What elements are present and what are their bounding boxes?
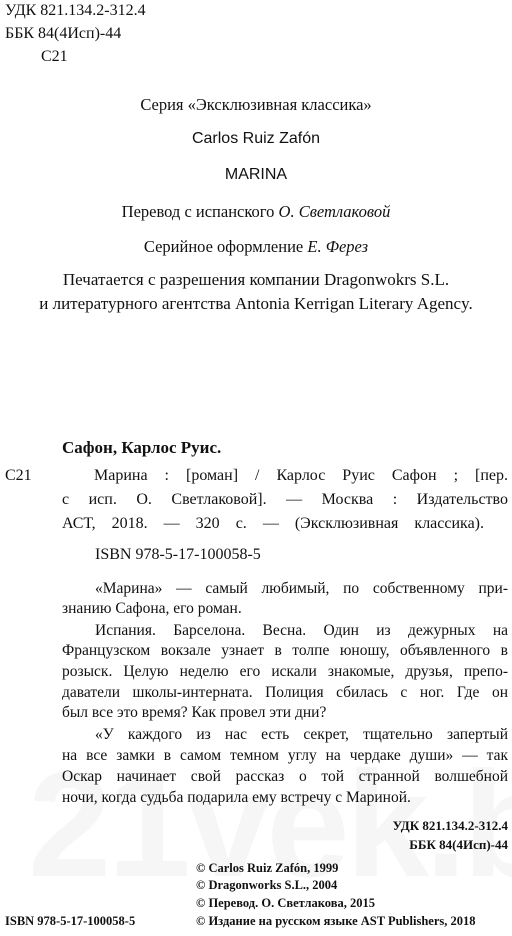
annotation-p3-line-2: на все замки в самом темном углу на чердаке души» — так	[62, 747, 508, 764]
annotation-p3-line-1: «У каждого из нас есть секрет, тщательно запертый	[95, 726, 508, 743]
annotation-p2-line-5: был все это время? Как провел эти дни?	[62, 704, 327, 721]
footer-udk: УДК 821.134.2-312.4	[392, 818, 508, 833]
catalog-isbn: ISBN 978-5-17-100058-5	[95, 546, 261, 563]
annotation-p2-line-4: даватели школы-интерната. Полиция сбилась с ног. Где он	[62, 684, 508, 701]
catalog-mark: С21	[5, 467, 32, 484]
annotation-p1-line-2: знанию Сафона, его роман.	[62, 600, 242, 617]
author-mark: С21	[41, 48, 68, 65]
catalog-heading: Сафон, Карлос Руис.	[62, 438, 222, 457]
copyright-translation: © Перевод. О. Светлакова, 2015	[196, 896, 375, 910]
footer-bbk: ББК 84(4Исп)-44	[409, 837, 508, 852]
catalog-line-1: Марина : [роман] / Карлос Руис Сафон ; [пер.	[94, 467, 508, 484]
catalog-line-2: с исп. О. Светлаковой]. — Москва : Издательство	[62, 491, 508, 508]
annotation-p3-line-4: ночи, когда судьба подарила ему встречу с Мариной.	[62, 789, 411, 806]
permission-line-2: и литературного агентства Antonia Kerrigan Literary Agency.	[39, 294, 473, 313]
bbk-code: ББК 84(4Исп)-44	[5, 25, 122, 42]
copyright-author: © Carlos Ruiz Zafón, 1999	[196, 861, 339, 875]
annotation-p2-line-2: Французском вокзале узнает в толпе юношу, объявленного в	[62, 642, 508, 659]
designer-name: Е. Ферез	[307, 237, 369, 256]
copyright-dragonworks: © Dragonworks S.L., 2004	[196, 878, 338, 892]
catalog-line-3: АСТ, 2018. — 320 с. — (Эксклюзивная классика).	[62, 515, 484, 532]
design-line	[0, 237, 512, 257]
annotation-p2-line-3: розыск. Целую неделю его искали знакомые, друзья, препо-	[62, 663, 508, 680]
design-prefix: Серийное оформление	[143, 237, 308, 256]
footer-isbn: ISBN 978-5-17-100058-5	[5, 914, 136, 928]
annotation-p3-line-3: Оскар начинает свой рассказ о той странной волшебной	[62, 768, 508, 785]
annotation-p2-line-1: Испания. Барселона. Весна. Один из дежурных на	[95, 622, 508, 639]
translation-prefix: Перевод с испанского	[121, 202, 279, 221]
series-line: Серия «Эксклюзивная классика»	[140, 95, 372, 114]
translator-name: О. Светлаковой	[278, 202, 391, 221]
translation-line	[0, 202, 512, 222]
original-author: Carlos Ruiz Zafón	[191, 130, 321, 147]
annotation-p1-line-1: «Марина» — самый любимый, по собственному при-	[95, 580, 508, 597]
udk-code: УДК 821.134.2-312.4	[5, 2, 146, 19]
copyright-edition: © Издание на русском языке AST Publishers, 2018	[196, 914, 476, 928]
permission-line-1: Печатается с разрешения компании Dragonwokrs S.L.	[62, 270, 450, 289]
original-title: MARINA	[224, 166, 288, 183]
